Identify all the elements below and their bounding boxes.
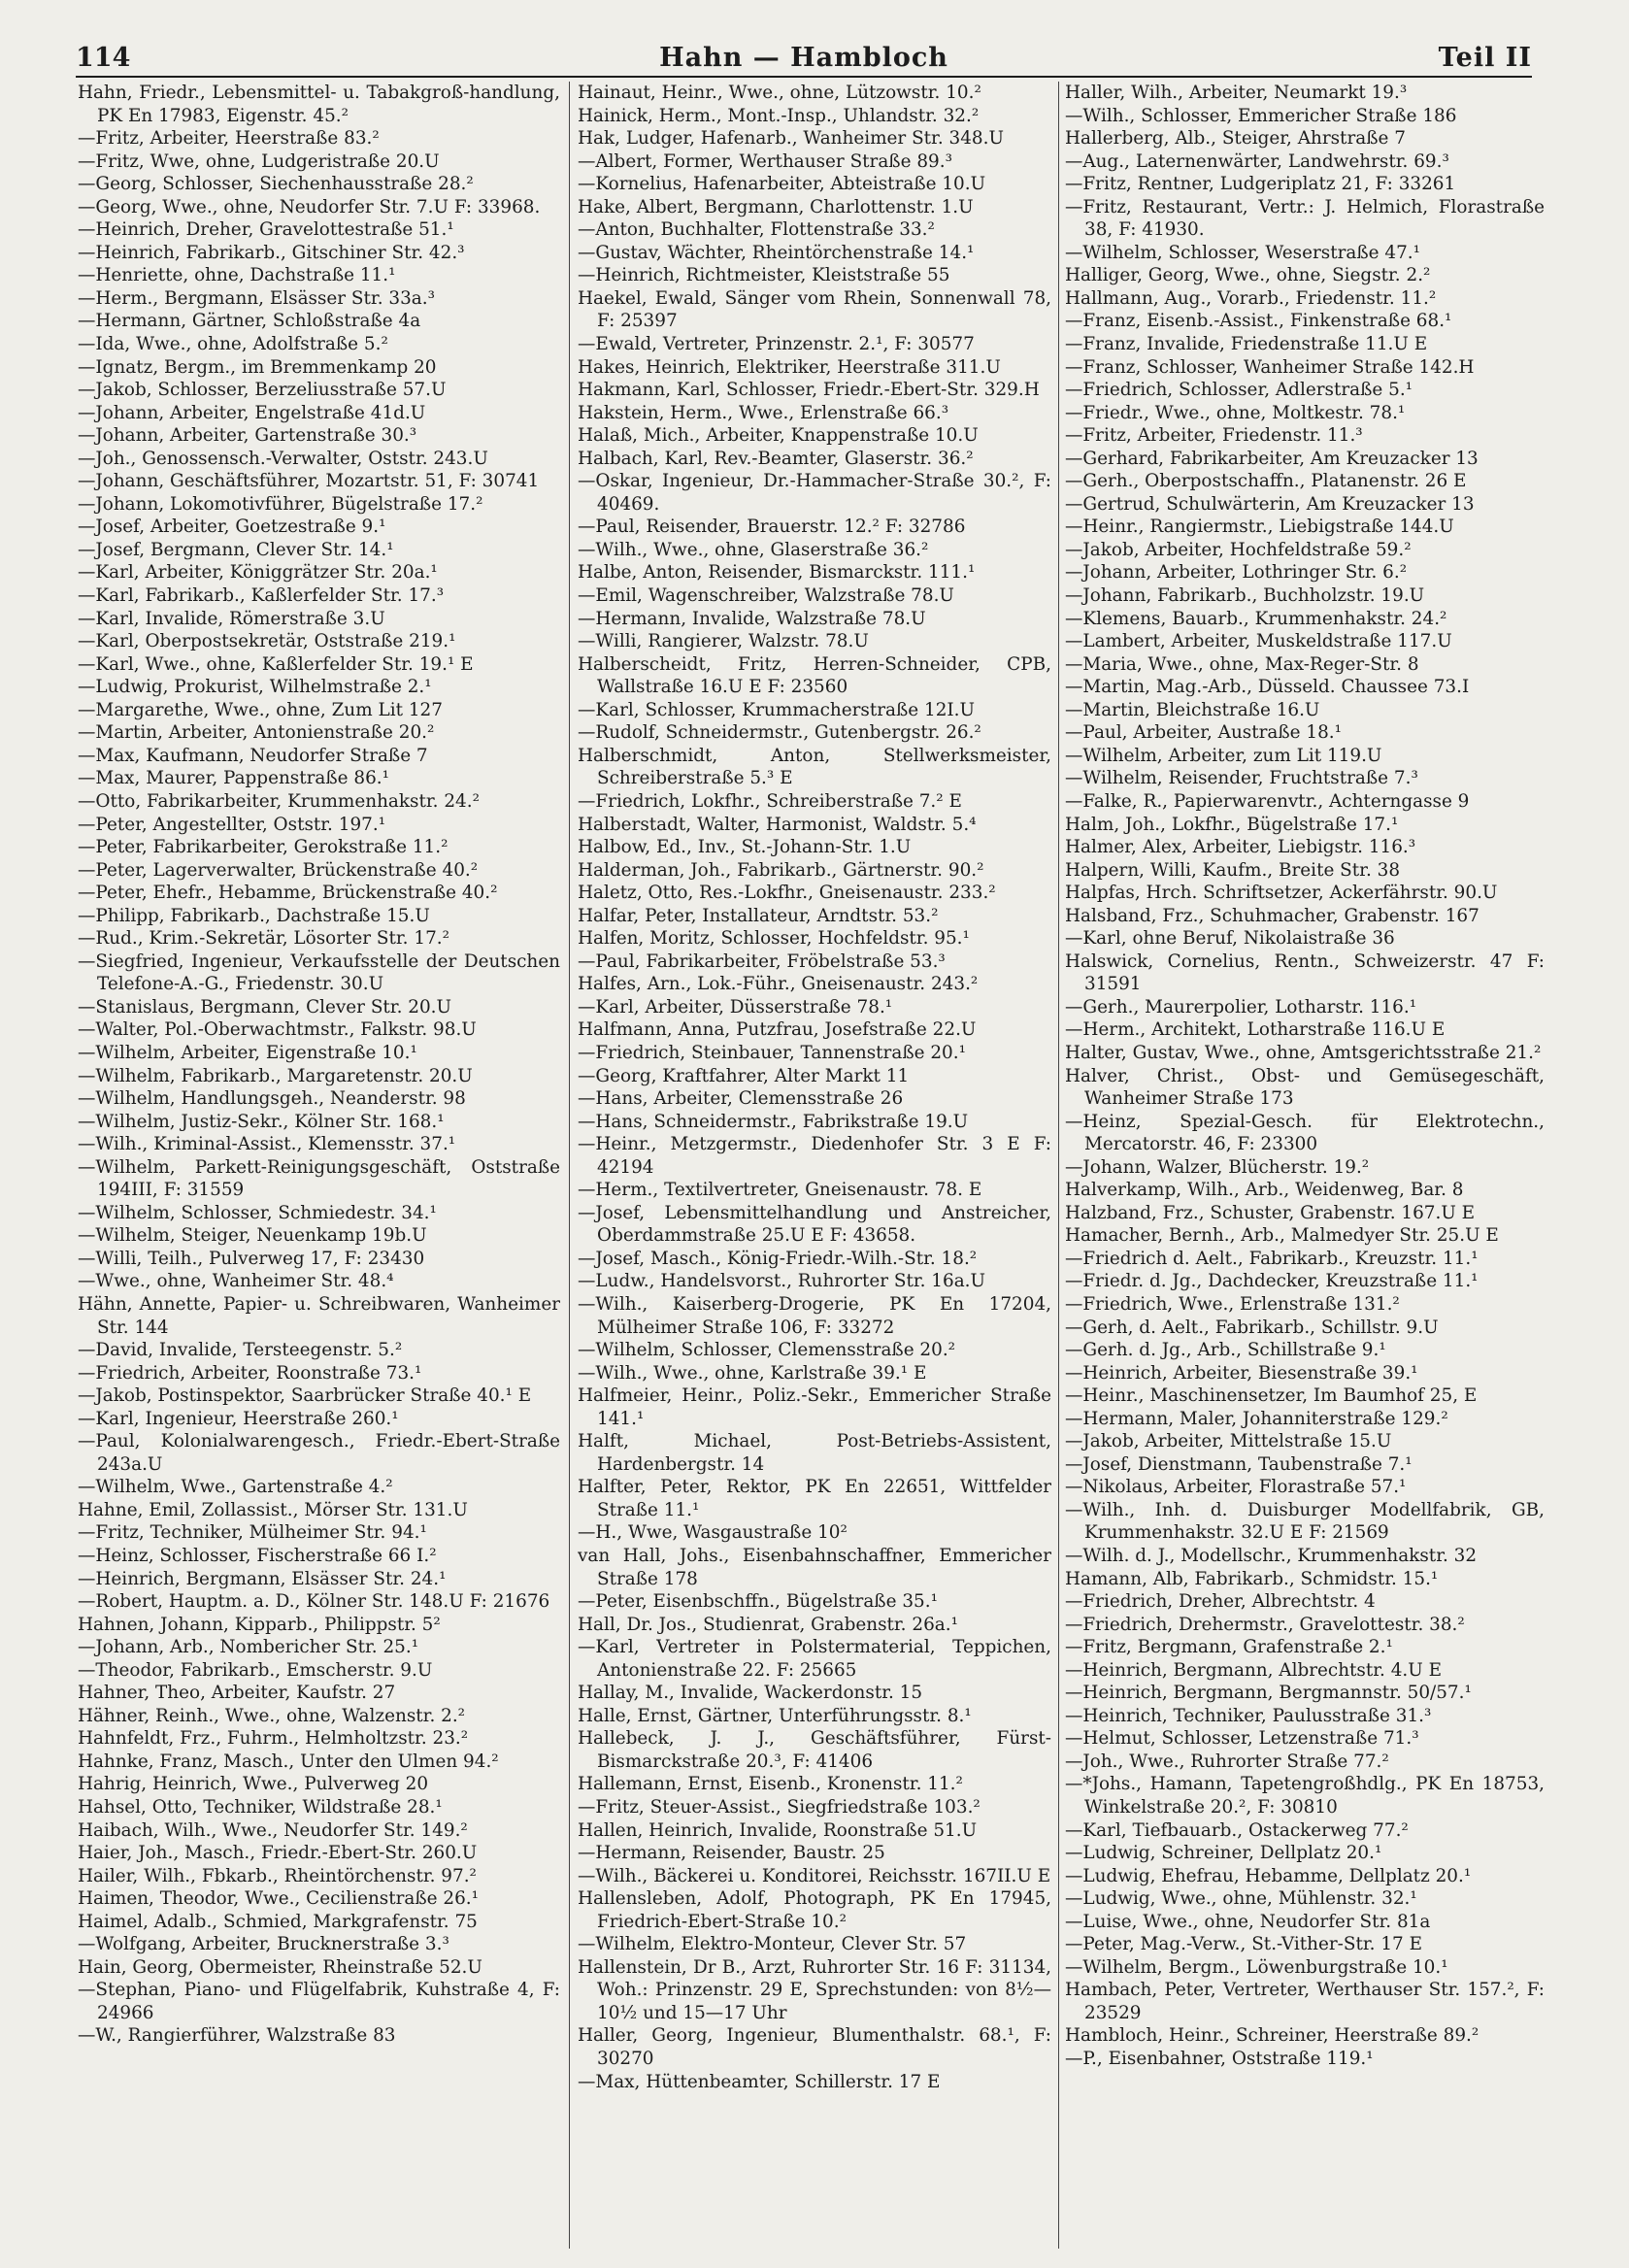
directory-entry: Hakmann, Karl, Schlosser, Friedr.-Ebert-Str. 329.H: [578, 380, 1040, 401]
directory-entry: —Robert, Hauptm. a. D., Kölner Str. 148.U F: 21676: [78, 1591, 550, 1613]
directory-entry: Halpfas, Hrch. Schriftsetzer, Ackerfährstr. 90.U: [1065, 883, 1498, 904]
directory-entry: —Oskar, Ingenieur, Dr.-Hammacher-Straße 30.², F: 40469.: [578, 471, 1051, 515]
directory-entry: —Gerh. d. Jg., Arb., Schillstraße 9.¹: [1065, 1340, 1386, 1361]
directory-entry: —Ludwig, Prokurist, Wilhelmstraße 2.¹: [78, 677, 432, 698]
directory-entry: —Hermann, Gärtner, Schloßstraße 4a: [78, 311, 421, 332]
directory-entry: —Heinz, Spezial-Gesch. für Elektrotechn., Mercatorstr. 46, F: 23300: [1065, 1111, 1545, 1155]
directory-entry: —Wilhelm, Justiz-Sekr., Kölner Str. 168.¹: [78, 1111, 445, 1132]
directory-entry: —David, Invalide, Tersteegenstr. 5.²: [78, 1340, 403, 1361]
directory-entry: —Rudolf, Schneidermstr., Gutenbergstr. 26.²: [578, 722, 981, 744]
directory-entry: —Aug., Laternenwärter, Landwehrstr. 69.³: [1065, 150, 1449, 172]
directory-entry: —Hans, Arbeiter, Clemensstraße 26: [578, 1088, 904, 1110]
directory-entry: Hahn, Friedr., Lebensmittel- u. Tabakgroß-handlung, PK En 17983, Eigenstr. 45.²: [78, 83, 560, 126]
directory-entry: —Josef, Dienstmann, Taubenstraße 7.¹: [1065, 1453, 1413, 1475]
directory-entry: —Friedrich, Dreher, Albrechtstr. 4: [1065, 1591, 1376, 1613]
directory-entry: Hall, Dr. Jos., Studienrat, Grabenstr. 26a.¹: [578, 1614, 958, 1635]
directory-entry: —Johann, Arbeiter, Gartenstraße 30.³: [78, 425, 417, 447]
directory-entry: Hallmann, Aug., Vorarb., Friedenstr. 11.²: [1065, 287, 1437, 309]
directory-entry: —Georg, Wwe., ohne, Neudorfer Str. 7.U F: 33968.: [78, 196, 541, 217]
directory-entry: —Paul, Reisender, Brauerstr. 12.² F: 32786: [578, 517, 966, 538]
directory-entry: —Klemens, Bauarb., Krummenhakstr. 24.²: [1065, 608, 1447, 629]
directory-entry: Hallerberg, Alb., Steiger, Ahrstraße 7: [1065, 128, 1406, 150]
directory-entry: —Johann, Geschäftsführer, Mozartstr. 51, F: 30741: [78, 471, 540, 492]
directory-entry: —Fritz, Restaurant, Vertr.: J. Helmich, Florastraße 38, F: 41930.: [1065, 196, 1545, 241]
directory-entry: Halfar, Peter, Installateur, Arndtstr. 53.²: [578, 905, 939, 926]
directory-entry: —Josef, Bergmann, Clever Str. 14.¹: [78, 539, 394, 560]
directory-entry: Halbow, Ed., Inv., St.-Johann-Str. 1.U: [578, 837, 912, 858]
directory-entry: Hahsel, Otto, Techniker, Wildstraße 28.¹: [78, 1797, 443, 1818]
directory-entry: —Heinrich, Bergmann, Elsässer Str. 24.¹: [78, 1568, 447, 1589]
directory-entry: —Heinrich, Fabrikarb., Gitschiner Str. 42.³: [78, 242, 465, 263]
directory-entry: Hähn, Annette, Papier- u. Schreibwaren, Wanheimer Str. 144: [78, 1293, 560, 1338]
directory-entry: —Max, Kaufmann, Neudorfer Straße 7: [78, 745, 428, 766]
directory-entry: —Georg, Kraftfahrer, Alter Markt 11: [578, 1065, 910, 1086]
directory-entry: —Ludwig, Schreiner, Dellplatz 20.¹: [1065, 1843, 1382, 1864]
directory-entry: —Friedrich, Schlosser, Adlerstraße 5.¹: [1065, 380, 1413, 401]
directory-entry: Hamann, Alb, Fabrikarb., Schmidstr. 15.¹: [1065, 1568, 1439, 1589]
directory-entry: Hähner, Reinh., Wwe., ohne, Walzenstr. 2.²: [78, 1705, 466, 1726]
directory-entry: —Wilh., Kaiserberg-Drogerie, PK En 17204, Mülheimer Straße 106, F: 33272: [578, 1293, 1051, 1338]
directory-entry: Haimen, Theodor, Wwe., Cecilienstraße 26.¹: [78, 1888, 480, 1910]
directory-entry: —Josef, Lebensmittelhandlung und Anstreicher, Oberdammstraße 25.U E F: 43658.: [578, 1202, 1051, 1247]
directory-entry: Halm, Joh., Lokfhr., Bügelstraße 17.¹: [1065, 814, 1399, 835]
directory-entry: —Willi, Teilh., Pulverweg 17, F: 23430: [78, 1248, 425, 1269]
directory-entry: —W., Rangierführer, Walzstraße 83: [78, 2025, 396, 2047]
directory-entry: —Heinrich, Bergmann, Albrechtstr. 4.U E: [1065, 1659, 1443, 1681]
directory-entry: —Hermann, Maler, Johanniterstraße 129.²: [1065, 1408, 1448, 1429]
directory-entry: —Karl, Ingenieur, Heerstraße 260.¹: [78, 1408, 399, 1429]
directory-entry: —Franz, Eisenb.-Assist., Finkenstraße 68.¹: [1065, 311, 1452, 332]
directory-entry: —Ludwig, Wwe., ohne, Mühlenstr. 32.¹: [1065, 1888, 1417, 1910]
directory-entry: Hallay, M., Invalide, Wackerdonstr. 15: [578, 1683, 923, 1704]
directory-entry: —Ludwig, Ehefrau, Hebamme, Dellplatz 20.¹: [1065, 1865, 1472, 1886]
directory-entry: —Gertrud, Schulwärterin, Am Kreuzacker 13: [1065, 493, 1475, 515]
directory-entry: Halbe, Anton, Reisender, Bismarckstr. 111.¹: [578, 562, 976, 584]
directory-entry: —Rud., Krim.-Sekretär, Lösorter Str. 17.²: [78, 928, 449, 950]
directory-entry: —Stephan, Piano- und Flügelfabrik, Kuhstraße 4, F: 24966: [78, 1980, 560, 2023]
directory-entry: —Peter, Eisenbschffn., Bügelstraße 35.¹: [578, 1591, 938, 1613]
directory-entry: —Heinrich, Arbeiter, Biesenstraße 39.¹: [1065, 1362, 1418, 1384]
directory-entry: —Max, Hüttenbeamter, Schillerstr. 17 E: [578, 2071, 941, 2092]
directory-entry: —Emil, Wagenschreiber, Walzstraße 78.U: [578, 585, 954, 607]
part-label: Teil II: [1438, 43, 1532, 73]
directory-entry: —Wilh., Kriminal-Assist., Klemensstr. 37.¹: [78, 1134, 456, 1155]
directory-entry: Halfmeier, Heinr., Poliz.-Sekr., Emmericher Straße 141.¹: [578, 1385, 1051, 1429]
directory-entry: —Karl, ohne Beruf, Nikolaistraße 36: [1065, 928, 1395, 950]
directory-entry: —P., Eisenbahner, Oststraße 119.¹: [1065, 2049, 1374, 2070]
directory-entry: —Herm., Architekt, Lotharstraße 116.U E: [1065, 1019, 1446, 1041]
directory-entry: Hallemann, Ernst, Eisenb., Kronenstr. 11.²: [578, 1774, 963, 1795]
directory-entry: van Hall, Johs., Eisenbahnschaffner, Emmericher Straße 178: [578, 1546, 1051, 1589]
directory-entry: Hallebeck, J. J., Geschäftsführer, Fürst-Bismarckstraße 20.³, F: 41406: [578, 1728, 1051, 1772]
column-2: [578, 82, 1051, 2256]
directory-entry: —Joh., Genossensch.-Verwalter, Oststr. 243.U: [78, 448, 488, 469]
directory-entry: —Johann, Arbeiter, Lothringer Str. 6.²: [1065, 562, 1408, 584]
directory-entry: —Wilhelm, Arbeiter, zum Lit 119.U: [1065, 745, 1382, 766]
directory-entry: Haller, Georg, Ingenieur, Blumenthalstr. 68.¹, F: 30270: [578, 2025, 1051, 2070]
directory-entry: —Wilh., Wwe., ohne, Glaserstraße 36.²: [578, 539, 929, 560]
directory-entry: Halle, Ernst, Gärtner, Unterführungsstr. 8.¹: [578, 1705, 972, 1726]
directory-entry: —Jakob, Postinspektor, Saarbrücker Straße 40.¹ E: [78, 1385, 532, 1407]
directory-entry: Hambloch, Heinr., Schreiner, Heerstraße 89.²: [1065, 2025, 1479, 2047]
directory-entry: —Johann, Lokomotivführer, Bügelstraße 17.²: [78, 493, 483, 515]
directory-entry: —Gerh, d. Aelt., Fabrikarb., Schillstr. 9.U: [1065, 1317, 1439, 1338]
directory-entry: —Lambert, Arbeiter, Muskeldstraße 117.U: [1065, 631, 1452, 652]
directory-entry: —Friedrich, Drehermstr., Gravelottestr. 38.²: [1065, 1614, 1465, 1635]
directory-entry: —Hermann, Invalide, Walzstraße 78.U: [578, 608, 926, 629]
directory-entry: —Franz, Schlosser, Wanheimer Straße 142.H: [1065, 356, 1475, 378]
directory-entry: Halberschmidt, Anton, Stellwerksmeister, Schreiberstraße 5.³ E: [578, 745, 1051, 789]
directory-entry: —Peter, Fabrikarbeiter, Gerokstraße 11.²: [78, 837, 449, 858]
directory-entry: Halpern, Willi, Kaufm., Breite Str. 38: [1065, 859, 1401, 881]
directory-entry: —Fritz, Arbeiter, Friedenstr. 11.³: [1065, 425, 1363, 447]
directory-entry: —Wilhelm, Reisender, Fruchtstraße 7.³: [1065, 768, 1418, 789]
directory-entry: —Luise, Wwe., ohne, Neudorfer Str. 81a: [1065, 1911, 1431, 1932]
directory-entry: —Margarethe, Wwe., ohne, Zum Lit 127: [78, 699, 443, 720]
directory-entry: —Heinr., Metzgermstr., Diedenhofer Str. 3 E F: 42194: [578, 1134, 1051, 1178]
directory-entry: —Josef, Arbeiter, Goetzestraße 9.¹: [78, 517, 386, 538]
directory-entry: Haller, Wilh., Arbeiter, Neumarkt 19.³: [1065, 83, 1408, 103]
directory-entry: —Kornelius, Hafenarbeiter, Abteistraße 10.U: [578, 174, 986, 195]
directory-entry: Halter, Gustav, Wwe., ohne, Amtsgerichtsstraße 21.²: [1065, 1042, 1542, 1063]
directory-entry: —Gerh., Maurerpolier, Lotharstr. 116.¹: [1065, 996, 1417, 1017]
directory-entry: Hainick, Herm., Mont.-Insp., Uhlandstr. 32.²: [578, 105, 980, 126]
directory-entry: —Heinz, Schlosser, Fischerstraße 66 I.²: [78, 1546, 437, 1566]
directory-entry: —Wilhelm, Schlosser, Clemensstraße 20.²: [578, 1340, 956, 1361]
directory-entry: —Karl, Vertreter in Polstermaterial, Teppichen, Antonienstraße 22. F: 25665: [578, 1637, 1051, 1681]
directory-entry: —Otto, Fabrikarbeiter, Krummenhakstr. 24.²: [78, 790, 480, 812]
directory-entry: —Philipp, Fabrikarb., Dachstraße 15.U: [78, 905, 430, 926]
directory-entry: —Wilh., Wwe., ohne, Karlstraße 39.¹ E: [578, 1362, 927, 1384]
directory-entry: Halfen, Moritz, Schlosser, Hochfeldstr. 95.¹: [578, 928, 970, 950]
directory-entry: —Wilhelm, Elektro-Monteur, Clever Str. 57: [578, 1934, 967, 1955]
directory-entry: —Wilhelm, Schlosser, Schmiedestr. 34.¹: [78, 1202, 437, 1223]
directory-entry: —Anton, Buchhalter, Flottenstraße 33.²: [578, 219, 935, 241]
directory-entry: —Heinrich, Dreher, Gravelottestraße 51.¹: [78, 219, 454, 241]
directory-entry: —Nikolaus, Arbeiter, Florastraße 57.¹: [1065, 1477, 1407, 1498]
directory-entry: —Josef, Masch., König-Friedr.-Wilh.-Str. 18.²: [578, 1248, 978, 1269]
directory-entry: Haimel, Adalb., Schmied, Markgrafenstr. 75: [78, 1911, 478, 1932]
directory-entry: Hallen, Heinrich, Invalide, Roonstraße 51.U: [578, 1819, 978, 1841]
directory-entry: —Fritz, Arbeiter, Heerstraße 83.²: [78, 128, 380, 150]
directory-entry: —Johann, Walzer, Blücherstr. 19.²: [1065, 1156, 1370, 1178]
directory-entry: Hake, Albert, Bergmann, Charlottenstr. 1.U: [578, 196, 974, 217]
directory-entry: Halmer, Alex, Arbeiter, Liebigstr. 116.³: [1065, 837, 1416, 858]
column-divider: [1058, 82, 1059, 2249]
directory-entry: Hain, Georg, Obermeister, Rheinstraße 52.U: [78, 1956, 482, 1978]
directory-entry: Hallenstein, Dr B., Arzt, Ruhrorter Str. 16 F: 31134, Woh.: Prinzenstr. 29 E, Sprechstunden: von 8½—10½ und 15—17 Uhr: [578, 1956, 1051, 2023]
directory-entry: —Heinrich, Techniker, Paulusstraße 31.³: [1065, 1705, 1432, 1726]
directory-entry: —Peter, Ehefr., Hebamme, Brückenstraße 40.²: [78, 883, 498, 904]
directory-entry: —Wwe., ohne, Wanheimer Str. 48.⁴: [78, 1271, 394, 1292]
directory-entry: Hak, Ludger, Hafenarb., Wanheimer Str. 348.U: [578, 128, 1004, 150]
directory-entry: Hailer, Wilh., Fbkarb., Rheintörchenstr. 97.²: [78, 1865, 477, 1886]
directory-entry: —H., Wwe, Wasgaustraße 10²: [578, 1522, 848, 1544]
directory-entry: —Max, Maurer, Pappenstraße 86.¹: [78, 768, 390, 789]
directory-entry: —Joh., Wwe., Ruhrorter Straße 77.²: [1065, 1751, 1389, 1772]
directory-entry: Halswick, Cornelius, Rentn., Schweizerstr. 47 F: 31591: [1065, 951, 1545, 995]
directory-entry: Hahnfeldt, Frz., Fuhrm., Helmholtzstr. 23.²: [78, 1728, 469, 1750]
directory-entry: Halft, Michael, Post-Betriebs-Assistent, Hardenbergstr. 14: [578, 1431, 1051, 1475]
directory-entry: Hahnke, Franz, Masch., Unter den Ulmen 94.²: [78, 1751, 499, 1772]
directory-entry: —Wilh., Inh. d. Duisburger Modellfabrik, GB, Krummenhakstr. 32.U E F: 21569: [1065, 1499, 1545, 1544]
directory-entry: Haier, Joh., Masch., Friedr.-Ebert-Str. 260.U: [78, 1843, 478, 1864]
directory-entry: —Jakob, Arbeiter, Mittelstraße 15.U: [1065, 1431, 1392, 1452]
directory-entry: Hahner, Theo, Arbeiter, Kaufstr. 27: [78, 1683, 396, 1704]
directory-entry: —Friedrich, Steinbauer, Tannenstraße 20.¹: [578, 1042, 966, 1063]
directory-entry: —Fritz, Techniker, Mülheimer Str. 94.¹: [78, 1522, 427, 1544]
directory-entry: —Johann, Arbeiter, Engelstraße 41d.U: [78, 402, 426, 423]
directory-entry: Haekel, Ewald, Sänger vom Rhein, Sonnenwall 78, F: 25397: [578, 287, 1051, 332]
directory-entry: Hahrig, Heinrich, Wwe., Pulverweg 20: [78, 1774, 429, 1795]
directory-entry: Halverkamp, Wilh., Arb., Weidenweg, Bar. 8: [1065, 1180, 1464, 1201]
directory-entry: —Peter, Mag.-Verw., St.-Vither-Str. 17 E: [1065, 1934, 1423, 1955]
directory-entry: Halberstadt, Walter, Harmonist, Waldstr. 5.⁴: [578, 814, 977, 835]
directory-entry: Haletz, Otto, Res.-Lokfhr., Gneisenaustr. 233.²: [578, 883, 996, 904]
directory-entry: —Wilhelm, Wwe., Gartenstraße 4.²: [78, 1477, 393, 1498]
directory-entry: —Martin, Mag.-Arb., Düsseld. Chaussee 73.I: [1065, 677, 1470, 698]
directory-entry: Halver, Christ., Obst- und Gemüsegeschäft, Wanheimer Straße 173: [1065, 1065, 1545, 1110]
directory-entry: Hainaut, Heinr., Wwe., ohne, Lützowstr. 10.²: [578, 83, 981, 103]
directory-entry: —Wilh., Schlosser, Emmericher Straße 186: [1065, 105, 1457, 126]
directory-entry: Halberscheidt, Fritz, Herren-Schneider, CPB, Wallstraße 16.U E F: 23560: [578, 653, 1051, 698]
directory-entry: Hamacher, Bernh., Arb., Malmedyer Str. 25.U E: [1065, 1225, 1499, 1247]
directory-entry: —Ignatz, Bergm., im Bremmenkamp 20: [78, 356, 437, 378]
directory-entry: —*Johs., Hamann, Tapetengroßhdlg., PK En 18753, Winkelstraße 20.², F: 30810: [1065, 1774, 1545, 1818]
directory-entry: —Ludw., Handelsvorst., Ruhrorter Str. 16a.U: [578, 1271, 986, 1292]
directory-entry: —Fritz, Steuer-Assist., Siegfriedstraße 103.²: [578, 1797, 981, 1818]
directory-entry: —Karl, Arbeiter, Königgrätzer Str. 20a.¹: [78, 562, 438, 584]
directory-entry: —Wilhelm, Handlungsgeh., Neanderstr. 98: [78, 1088, 466, 1110]
directory-entry: —Heinr., Maschinensetzer, Im Baumhof 25, E: [1065, 1385, 1478, 1407]
directory-entry: —Fritz, Rentner, Ludgeriplatz 21, F: 33261: [1065, 174, 1456, 195]
header-rule: [76, 76, 1532, 78]
directory-entry: —Peter, Angestellter, Oststr. 197.¹: [78, 814, 386, 835]
directory-entry: —Franz, Invalide, Friedenstraße 11.U E: [1065, 334, 1428, 355]
directory-entry: —Peter, Lagerverwalter, Brückenstraße 40.²: [78, 859, 479, 881]
directory-entry: —Johann, Arb., Nombericher Str. 25.¹: [78, 1637, 419, 1658]
directory-entry: —Friedrich, Lokfhr., Schreiberstraße 7.² E: [578, 790, 962, 812]
directory-entry: —Willi, Rangierer, Walzstr. 78.U: [578, 631, 869, 652]
directory-entry: Hallensleben, Adolf, Photograph, PK En 17945, Friedrich-Ebert-Straße 10.²: [578, 1888, 1051, 1932]
directory-entry: —Heinrich, Richtmeister, Kleiststraße 55: [578, 265, 950, 286]
directory-entry: —Maria, Wwe., ohne, Max-Reger-Str. 8: [1065, 653, 1419, 675]
directory-entry: —Wilhelm, Arbeiter, Eigenstraße 10.¹: [78, 1042, 417, 1063]
directory-entry: —Fritz, Wwe, ohne, Ludgeristraße 20.U: [78, 150, 440, 172]
directory-entry: —Gerh., Oberpostschaffn., Platanenstr. 26 E: [1065, 471, 1467, 492]
directory-entry: Hahnen, Johann, Kipparb., Philippstr. 5²: [78, 1614, 441, 1635]
directory-entry: —Jakob, Schlosser, Berzeliusstraße 57.U: [78, 380, 447, 401]
directory-entry: Halfes, Arn., Lok.-Führ., Gneisenaustr. 243.²: [578, 974, 979, 995]
directory-entry: —Hans, Schneidermstr., Fabrikstraße 19.U: [578, 1111, 969, 1132]
directory-entry: —Gustav, Wächter, Rheintörchenstraße 14.¹: [578, 242, 975, 263]
directory-entry: —Wilhelm, Fabrikarb., Margaretenstr. 20.U: [78, 1065, 473, 1086]
directory-entry: —Siegfried, Ingenieur, Verkaufsstelle der Deutschen Telefone-A.-G., Friedenstr. 30.U: [78, 951, 560, 995]
directory-entry: Haibach, Wilh., Wwe., Neudorfer Str. 149.²: [78, 1819, 468, 1841]
page-number: 114: [76, 43, 131, 73]
directory-entry: —Karl, Fabrikarb., Kaßlerfelder Str. 17.³: [78, 585, 445, 607]
directory-entry: —Johann, Fabrikarb., Buchholzstr. 19.U: [1065, 585, 1425, 607]
running-title: Hahn — Hambloch: [659, 43, 948, 73]
directory-entry: —Heinr., Rangiermstr., Liebigstraße 144.U: [1065, 517, 1454, 538]
directory-entry: —Hermann, Reisender, Baustr. 25: [578, 1843, 885, 1864]
directory-entry: —Wilhelm, Parkett-Reinigungsgeschäft, Oststraße 194III, F: 31559: [78, 1156, 560, 1201]
directory-entry: —Martin, Bleichstraße 16.U: [1065, 699, 1320, 720]
directory-entry: —Theodor, Fabrikarb., Emscherstr. 9.U: [78, 1659, 433, 1681]
directory-entry: Halliger, Georg, Wwe., ohne, Siegstr. 2.²: [1065, 265, 1431, 286]
directory-entry: Hakstein, Herm., Wwe., Erlenstraße 66.³: [578, 402, 949, 423]
directory-entry: —Wilh., Bäckerei u. Konditorei, Reichsstr. 167II.U E: [578, 1865, 1051, 1886]
directory-entry: —Wilhelm, Bergm., Löwenburgstraße 10.¹: [1065, 1956, 1448, 1978]
directory-entry: Hahne, Emil, Zollassist., Mörser Str. 131.U: [78, 1499, 468, 1520]
directory-entry: —Albert, Former, Werthauser Straße 89.³: [578, 150, 952, 172]
directory-entry: —Karl, Arbeiter, Düsserstraße 78.¹: [578, 996, 893, 1017]
directory-entry: —Walter, Pol.-Oberwachtmstr., Falkstr. 98.U: [78, 1019, 477, 1041]
directory-entry: Halsband, Frz., Schuhmacher, Grabenstr. 167: [1065, 905, 1479, 926]
column-1: [78, 82, 560, 2256]
directory-entry: —Friedr., Wwe., ohne, Moltkestr. 78.¹: [1065, 402, 1406, 423]
directory-entry: —Friedrich, Arbeiter, Roonstraße 73.¹: [78, 1362, 422, 1384]
directory-entry: —Wilh. d. J., Modellschr., Krummenhakstr. 32: [1065, 1546, 1478, 1566]
column-3: [1065, 82, 1545, 2256]
directory-entry: Halfmann, Anna, Putzfrau, Josefstraße 22.U: [578, 1019, 977, 1041]
directory-entry: —Ewald, Vertreter, Prinzenstr. 2.¹, F: 30577: [578, 334, 975, 355]
directory-entry: —Henriette, ohne, Dachstraße 11.¹: [78, 265, 396, 286]
directory-entry: Halfter, Peter, Rektor, PK En 22651, Wittfelder Straße 11.¹: [578, 1477, 1051, 1520]
directory-entry: Halbach, Karl, Rev.-Beamter, Glaserstr. 36.²: [578, 448, 974, 469]
directory-entry: —Paul, Fabrikarbeiter, Fröbelstraße 53.³: [578, 951, 946, 972]
directory-entry: —Friedrich d. Aelt., Fabrikarb., Kreuzstr. 11.¹: [1065, 1248, 1479, 1269]
directory-entry: —Martin, Arbeiter, Antonienstraße 20.²: [78, 722, 435, 744]
directory-entry: —Gerhard, Fabrikarbeiter, Am Kreuzacker 13: [1065, 448, 1479, 469]
directory-entry: —Wilhelm, Steiger, Neuenkamp 19b.U: [78, 1225, 427, 1247]
directory-entry: —Karl, Invalide, Römerstraße 3.U: [78, 608, 385, 629]
directory-entry: —Herm., Textilvertreter, Gneisenaustr. 78. E: [578, 1180, 982, 1201]
directory-entry: —Karl, Oberpostsekretär, Oststraße 219.¹: [78, 631, 456, 652]
directory-entry: —Stanislaus, Bergmann, Clever Str. 20.U: [78, 996, 452, 1017]
directory-entry: —Helmut, Schlosser, Letzenstraße 71.³: [1065, 1728, 1419, 1750]
directory-entry: Halaß, Mich., Arbeiter, Knappenstraße 10.U: [578, 425, 979, 447]
directory-entry: —Friedr. d. Jg., Dachdecker, Kreuzstraße 11.¹: [1065, 1271, 1479, 1292]
directory-entry: —Fritz, Bergmann, Grafenstraße 2.¹: [1065, 1637, 1393, 1658]
directory-entry: —Heinrich, Bergmann, Bergmannstr. 50/57.¹: [1065, 1683, 1472, 1704]
directory-entry: Halderman, Joh., Fabrikarb., Gärtnerstr. 90.²: [578, 859, 984, 881]
directory-entry: —Paul, Arbeiter, Austraße 18.¹: [1065, 722, 1343, 744]
directory-entry: Hakes, Heinrich, Elektriker, Heerstraße 311.U: [578, 356, 1001, 378]
directory-entry: —Georg, Schlosser, Siechenhausstraße 28.²: [78, 174, 474, 195]
column-divider: [569, 82, 570, 2249]
directory-entry: —Wilhelm, Schlosser, Weserstraße 47.¹: [1065, 242, 1421, 263]
directory-entry: —Karl, Wwe., ohne, Kaßlerfelder Str. 19.¹ E: [78, 653, 474, 675]
directory-entry: —Falke, R., Papierwarenvtr., Achterngasse 9: [1065, 790, 1470, 812]
directory-entry: Halzband, Frz., Schuster, Grabenstr. 167.U E: [1065, 1202, 1476, 1223]
directory-entry: —Paul, Kolonialwarengesch., Friedr.-Ebert-Straße 243a.U: [78, 1431, 560, 1475]
directory-entry: —Karl, Schlosser, Krummacherstraße 12I.U: [578, 699, 976, 720]
directory-entry: —Ida, Wwe., ohne, Adolfstraße 5.²: [78, 334, 388, 355]
directory-entry: —Jakob, Arbeiter, Hochfeldstraße 59.²: [1065, 539, 1412, 560]
directory-entry: —Karl, Tiefbauarb., Ostackerweg 77.²: [1065, 1819, 1409, 1841]
directory-entry: —Wolfgang, Arbeiter, Brucknerstraße 3.³: [78, 1934, 449, 1955]
directory-entry: Hambach, Peter, Vertreter, Werthauser Str. 157.², F: 23529: [1065, 1980, 1545, 2023]
directory-entry: —Friedrich, Wwe., Erlenstraße 131.²: [1065, 1293, 1400, 1315]
directory-entry: —Herm., Bergmann, Elsässer Str. 33a.³: [78, 287, 435, 309]
